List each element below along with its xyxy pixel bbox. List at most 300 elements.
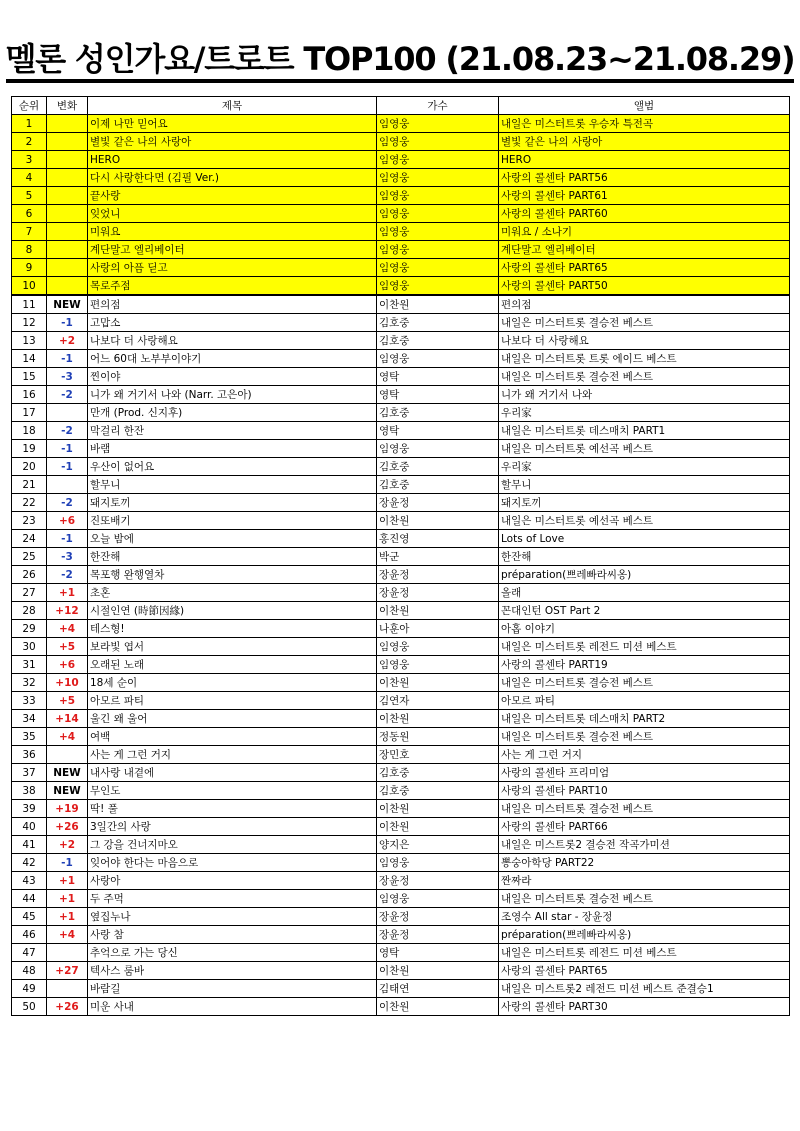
- artist-cell: 임영웅: [377, 277, 499, 296]
- rank-cell: 4: [12, 169, 47, 187]
- change-cell: [47, 259, 88, 277]
- artist-cell: 나훈아: [377, 620, 499, 638]
- rank-cell: 50: [12, 998, 47, 1016]
- rank-cell: 23: [12, 512, 47, 530]
- album-cell: préparation(쁘레빠라씨옹): [499, 566, 790, 584]
- rank-cell: 48: [12, 962, 47, 980]
- chart-table: [11, 96, 790, 1016]
- album-cell: 내일은 미스터트롯 데스매치 PART2: [499, 710, 790, 728]
- change-cell: +10: [47, 674, 88, 692]
- change-cell: [47, 476, 88, 494]
- artist-cell: 이찬원: [377, 674, 499, 692]
- rank-cell: 14: [12, 350, 47, 368]
- change-cell: -1: [47, 530, 88, 548]
- change-cell: NEW: [47, 782, 88, 800]
- rank-cell: 27: [12, 584, 47, 602]
- change-cell: +6: [47, 656, 88, 674]
- artist-cell: 임영웅: [377, 133, 499, 151]
- change-cell: +26: [47, 818, 88, 836]
- album-cell: 우리家: [499, 404, 790, 422]
- table-row: [12, 241, 790, 259]
- rank-cell: 7: [12, 223, 47, 241]
- album-cell: 내일은 미스터트롯 트롯 에이드 베스트: [499, 350, 790, 368]
- rank-cell: 29: [12, 620, 47, 638]
- rank-cell: 47: [12, 944, 47, 962]
- rank-cell: 41: [12, 836, 47, 854]
- table-row: [12, 566, 790, 584]
- artist-cell: 이찬원: [377, 512, 499, 530]
- header-artist: 가수: [377, 97, 499, 115]
- rank-cell: 2: [12, 133, 47, 151]
- album-cell: 계단말고 엘리베이터: [499, 241, 790, 259]
- table-row: [12, 602, 790, 620]
- rank-cell: 18: [12, 422, 47, 440]
- artist-cell: 임영웅: [377, 187, 499, 205]
- page-title-text: 멜론 성인가요/트로트 TOP100 (21.08.23~21.08.29): [6, 40, 795, 83]
- artist-cell: 영탁: [377, 386, 499, 404]
- song-cell: 3일간의 사랑: [88, 818, 377, 836]
- rank-cell: 16: [12, 386, 47, 404]
- rank-cell: 15: [12, 368, 47, 386]
- table-row: [12, 259, 790, 277]
- artist-cell: 이찬원: [377, 602, 499, 620]
- table-row: [12, 962, 790, 980]
- album-cell: 내일은 미스터트롯 결승전 베스트: [499, 314, 790, 332]
- song-cell: 막걸리 한잔: [88, 422, 377, 440]
- album-cell: 올래: [499, 584, 790, 602]
- rank-cell: 34: [12, 710, 47, 728]
- song-cell: 딱! 풀: [88, 800, 377, 818]
- table-row: [12, 404, 790, 422]
- song-cell: 계단말고 엘리베이터: [88, 241, 377, 259]
- song-cell: 옆집누나: [88, 908, 377, 926]
- song-cell: 잊어야 한다는 마음으로: [88, 854, 377, 872]
- song-cell: 보라빛 엽서: [88, 638, 377, 656]
- album-cell: 짠짜라: [499, 872, 790, 890]
- table-row: [12, 998, 790, 1016]
- change-cell: [47, 133, 88, 151]
- album-cell: 사랑의 콜센타 PART30: [499, 998, 790, 1016]
- table-row: [12, 476, 790, 494]
- artist-cell: 양지은: [377, 836, 499, 854]
- song-cell: 다시 사랑한다면 (김필 Ver.): [88, 169, 377, 187]
- song-cell: 잊었니: [88, 205, 377, 223]
- album-cell: 내일은 미스터트롯 예선곡 베스트: [499, 440, 790, 458]
- album-cell: 사랑의 콜센타 PART19: [499, 656, 790, 674]
- change-cell: [47, 187, 88, 205]
- change-cell: +1: [47, 890, 88, 908]
- album-cell: 사랑의 콜센타 PART65: [499, 259, 790, 277]
- table-row: [12, 908, 790, 926]
- song-cell: 사랑아: [88, 872, 377, 890]
- rank-cell: 40: [12, 818, 47, 836]
- rank-cell: 42: [12, 854, 47, 872]
- artist-cell: 김태연: [377, 980, 499, 998]
- change-cell: +6: [47, 512, 88, 530]
- album-cell: 나보다 더 사랑해요: [499, 332, 790, 350]
- change-cell: [47, 944, 88, 962]
- artist-cell: 영탁: [377, 944, 499, 962]
- song-cell: 텍사스 룸바: [88, 962, 377, 980]
- artist-cell: 이찬원: [377, 295, 499, 314]
- artist-cell: 임영웅: [377, 440, 499, 458]
- change-cell: [47, 980, 88, 998]
- album-cell: 우리家: [499, 458, 790, 476]
- artist-cell: 임영웅: [377, 890, 499, 908]
- artist-cell: 임영웅: [377, 223, 499, 241]
- artist-cell: 김연자: [377, 692, 499, 710]
- album-cell: 내일은 미스터트롯 결승전 베스트: [499, 800, 790, 818]
- artist-cell: 정동원: [377, 728, 499, 746]
- song-cell: 테스형!: [88, 620, 377, 638]
- rank-cell: 17: [12, 404, 47, 422]
- header-album: 앨범: [499, 97, 790, 115]
- change-cell: [47, 404, 88, 422]
- artist-cell: 이찬원: [377, 962, 499, 980]
- artist-cell: 이찬원: [377, 710, 499, 728]
- table-row: [12, 926, 790, 944]
- rank-cell: 45: [12, 908, 47, 926]
- table-row: [12, 350, 790, 368]
- change-cell: +4: [47, 620, 88, 638]
- change-cell: -1: [47, 458, 88, 476]
- song-cell: 여백: [88, 728, 377, 746]
- album-cell: 사랑의 콜센타 PART50: [499, 277, 790, 296]
- table-row: [12, 890, 790, 908]
- rank-cell: 35: [12, 728, 47, 746]
- table-row: [12, 836, 790, 854]
- album-cell: 별빛 같은 나의 사랑아: [499, 133, 790, 151]
- song-cell: 할무니: [88, 476, 377, 494]
- change-cell: -3: [47, 368, 88, 386]
- song-cell: 만개 (Prod. 신지후): [88, 404, 377, 422]
- song-cell: 무인도: [88, 782, 377, 800]
- table-row: [12, 674, 790, 692]
- artist-cell: 장윤정: [377, 566, 499, 584]
- change-cell: [47, 115, 88, 133]
- song-cell: 내사랑 내곁에: [88, 764, 377, 782]
- song-cell: 우산이 없어요: [88, 458, 377, 476]
- artist-cell: 임영웅: [377, 205, 499, 223]
- change-cell: -1: [47, 854, 88, 872]
- change-cell: -1: [47, 314, 88, 332]
- song-cell: HERO: [88, 151, 377, 169]
- table-row: [12, 692, 790, 710]
- album-cell: 뽕숭아학당 PART22: [499, 854, 790, 872]
- table-row: [12, 980, 790, 998]
- rank-cell: 24: [12, 530, 47, 548]
- album-cell: 내일은 미스터트롯 결승전 베스트: [499, 890, 790, 908]
- table-row: [12, 458, 790, 476]
- artist-cell: 김호중: [377, 764, 499, 782]
- artist-cell: 임영웅: [377, 656, 499, 674]
- song-cell: 목포행 완행열차: [88, 566, 377, 584]
- header-song: 제목: [88, 97, 377, 115]
- table-row: [12, 872, 790, 890]
- song-cell: 시절인연 (時節因緣): [88, 602, 377, 620]
- header-row: [12, 97, 790, 115]
- song-cell: 추억으로 가는 당신: [88, 944, 377, 962]
- rank-cell: 21: [12, 476, 47, 494]
- artist-cell: 임영웅: [377, 241, 499, 259]
- rank-cell: 10: [12, 277, 47, 296]
- album-cell: 내일은 미스터트롯 결승전 베스트: [499, 368, 790, 386]
- change-cell: +5: [47, 692, 88, 710]
- album-cell: 편의점: [499, 295, 790, 314]
- rank-cell: 44: [12, 890, 47, 908]
- table-row: [12, 746, 790, 764]
- artist-cell: 장윤정: [377, 926, 499, 944]
- artist-cell: 장윤정: [377, 872, 499, 890]
- song-cell: 진또배기: [88, 512, 377, 530]
- album-cell: 미워요 / 소나기: [499, 223, 790, 241]
- change-cell: +2: [47, 332, 88, 350]
- song-cell: 18세 순이: [88, 674, 377, 692]
- album-cell: 사랑의 콜센타 PART66: [499, 818, 790, 836]
- rank-cell: 13: [12, 332, 47, 350]
- album-cell: 내일은 미스터트롯 예선곡 베스트: [499, 512, 790, 530]
- change-cell: +14: [47, 710, 88, 728]
- table-row: [12, 205, 790, 223]
- change-cell: +2: [47, 836, 88, 854]
- table-row: [12, 548, 790, 566]
- table-row: [12, 314, 790, 332]
- song-cell: 미운 사내: [88, 998, 377, 1016]
- rank-cell: 36: [12, 746, 47, 764]
- artist-cell: 이찬원: [377, 818, 499, 836]
- change-cell: -1: [47, 350, 88, 368]
- table-row: [12, 818, 790, 836]
- song-cell: 바램: [88, 440, 377, 458]
- table-row: [12, 620, 790, 638]
- change-cell: NEW: [47, 764, 88, 782]
- change-cell: +1: [47, 872, 88, 890]
- rank-cell: 31: [12, 656, 47, 674]
- artist-cell: 김호중: [377, 404, 499, 422]
- change-cell: [47, 223, 88, 241]
- change-cell: [47, 169, 88, 187]
- rank-cell: 5: [12, 187, 47, 205]
- rank-cell: 9: [12, 259, 47, 277]
- table-row: [12, 386, 790, 404]
- artist-cell: 김호중: [377, 332, 499, 350]
- album-cell: 사랑의 콜센타 프리미엄: [499, 764, 790, 782]
- album-cell: 내일은 미스터트롯 레전드 미션 베스트: [499, 944, 790, 962]
- rank-cell: 26: [12, 566, 47, 584]
- artist-cell: 영탁: [377, 422, 499, 440]
- album-cell: HERO: [499, 151, 790, 169]
- album-cell: 사는 게 그런 거지: [499, 746, 790, 764]
- song-cell: 돼지토끼: [88, 494, 377, 512]
- table-body: [12, 115, 790, 1016]
- page-title: [0, 34, 800, 84]
- change-cell: +27: [47, 962, 88, 980]
- song-cell: 나보다 더 사랑해요: [88, 332, 377, 350]
- album-cell: 내일은 미스터트롯 레전드 미션 베스트: [499, 638, 790, 656]
- album-cell: 사랑의 콜센타 PART60: [499, 205, 790, 223]
- album-cell: 내일은 미스터트롯 데스매치 PART1: [499, 422, 790, 440]
- table-row: [12, 944, 790, 962]
- table-row: [12, 440, 790, 458]
- rank-cell: 28: [12, 602, 47, 620]
- rank-cell: 20: [12, 458, 47, 476]
- change-cell: -2: [47, 494, 88, 512]
- change-cell: +12: [47, 602, 88, 620]
- album-cell: 니가 왜 거기서 나와: [499, 386, 790, 404]
- change-cell: [47, 205, 88, 223]
- artist-cell: 임영웅: [377, 259, 499, 277]
- album-cell: 꼰대인턴 OST Part 2: [499, 602, 790, 620]
- change-cell: +4: [47, 728, 88, 746]
- song-cell: 별빛 같은 나의 사랑아: [88, 133, 377, 151]
- change-cell: [47, 241, 88, 259]
- artist-cell: 임영웅: [377, 854, 499, 872]
- rank-cell: 22: [12, 494, 47, 512]
- table-row: [12, 151, 790, 169]
- change-cell: [47, 277, 88, 296]
- song-cell: 오늘 밤에: [88, 530, 377, 548]
- album-cell: 할무니: [499, 476, 790, 494]
- table-row: [12, 854, 790, 872]
- artist-cell: 이찬원: [377, 998, 499, 1016]
- artist-cell: 장윤정: [377, 584, 499, 602]
- album-cell: 사랑의 콜센타 PART65: [499, 962, 790, 980]
- song-cell: 오래된 노래: [88, 656, 377, 674]
- artist-cell: 김호중: [377, 476, 499, 494]
- song-cell: 편의점: [88, 295, 377, 314]
- album-cell: 내일은 미스터트롯 우승자 특전곡: [499, 115, 790, 133]
- table-row: [12, 710, 790, 728]
- album-cell: 사랑의 콜센타 PART10: [499, 782, 790, 800]
- song-cell: 이제 나만 믿어요: [88, 115, 377, 133]
- table-row: [12, 728, 790, 746]
- change-cell: [47, 151, 88, 169]
- table-row: [12, 115, 790, 133]
- table-row: [12, 638, 790, 656]
- artist-cell: 장윤정: [377, 908, 499, 926]
- table-row: [12, 187, 790, 205]
- album-cell: 내일은 미스터트롯 결승전 베스트: [499, 728, 790, 746]
- rank-cell: 30: [12, 638, 47, 656]
- rank-cell: 39: [12, 800, 47, 818]
- artist-cell: 영탁: [377, 368, 499, 386]
- change-cell: +1: [47, 584, 88, 602]
- rank-cell: 25: [12, 548, 47, 566]
- artist-cell: 김호중: [377, 782, 499, 800]
- song-cell: 울긴 왜 울어: [88, 710, 377, 728]
- song-cell: 그 강을 건너지마오: [88, 836, 377, 854]
- song-cell: 찐이야: [88, 368, 377, 386]
- album-cell: 한잔해: [499, 548, 790, 566]
- rank-cell: 12: [12, 314, 47, 332]
- rank-cell: 43: [12, 872, 47, 890]
- rank-cell: 3: [12, 151, 47, 169]
- table-row: [12, 530, 790, 548]
- change-cell: +19: [47, 800, 88, 818]
- album-cell: 내일은 미스터트롯 결승전 베스트: [499, 674, 790, 692]
- table-row: [12, 494, 790, 512]
- song-cell: 아모르 파티: [88, 692, 377, 710]
- song-cell: 사는 게 그런 거지: [88, 746, 377, 764]
- artist-cell: 임영웅: [377, 638, 499, 656]
- change-cell: -1: [47, 440, 88, 458]
- song-cell: 어느 60대 노부부이야기: [88, 350, 377, 368]
- change-cell: +26: [47, 998, 88, 1016]
- change-cell: +4: [47, 926, 88, 944]
- change-cell: +5: [47, 638, 88, 656]
- table-row: [12, 800, 790, 818]
- artist-cell: 김호중: [377, 314, 499, 332]
- song-cell: 미워요: [88, 223, 377, 241]
- table-row: [12, 368, 790, 386]
- table-row: [12, 223, 790, 241]
- album-cell: préparation(쁘레빠라씨옹): [499, 926, 790, 944]
- table-row: [12, 422, 790, 440]
- album-cell: 내일은 미스트롯2 결승전 작곡가미션: [499, 836, 790, 854]
- album-cell: 사랑의 콜센타 PART61: [499, 187, 790, 205]
- change-cell: NEW: [47, 295, 88, 314]
- album-cell: 사랑의 콜센타 PART56: [499, 169, 790, 187]
- table-row: [12, 764, 790, 782]
- artist-cell: 홍진영: [377, 530, 499, 548]
- change-cell: +1: [47, 908, 88, 926]
- table-row: [12, 169, 790, 187]
- rank-cell: 33: [12, 692, 47, 710]
- song-cell: 두 주먹: [88, 890, 377, 908]
- table-row: [12, 656, 790, 674]
- album-cell: 아모르 파티: [499, 692, 790, 710]
- rank-cell: 38: [12, 782, 47, 800]
- album-cell: 아홉 이야기: [499, 620, 790, 638]
- artist-cell: 장윤정: [377, 494, 499, 512]
- change-cell: [47, 746, 88, 764]
- rank-cell: 37: [12, 764, 47, 782]
- artist-cell: 임영웅: [377, 350, 499, 368]
- album-cell: 내일은 미스트롯2 레전드 미션 베스트 준결승1: [499, 980, 790, 998]
- rank-cell: 6: [12, 205, 47, 223]
- table-row: [12, 277, 790, 296]
- change-cell: -2: [47, 386, 88, 404]
- song-cell: 한잔해: [88, 548, 377, 566]
- artist-cell: 박군: [377, 548, 499, 566]
- table-row: [12, 295, 790, 314]
- rank-cell: 46: [12, 926, 47, 944]
- rank-cell: 1: [12, 115, 47, 133]
- rank-cell: 32: [12, 674, 47, 692]
- rank-cell: 49: [12, 980, 47, 998]
- song-cell: 사랑의 아픔 딛고: [88, 259, 377, 277]
- table-row: [12, 133, 790, 151]
- table-row: [12, 584, 790, 602]
- rank-cell: 8: [12, 241, 47, 259]
- artist-cell: 김호중: [377, 458, 499, 476]
- album-cell: Lots of Love: [499, 530, 790, 548]
- table-row: [12, 332, 790, 350]
- artist-cell: 장민호: [377, 746, 499, 764]
- artist-cell: 임영웅: [377, 169, 499, 187]
- change-cell: -2: [47, 422, 88, 440]
- table-row: [12, 512, 790, 530]
- artist-cell: 이찬원: [377, 800, 499, 818]
- change-cell: -2: [47, 566, 88, 584]
- song-cell: 사랑 참: [88, 926, 377, 944]
- song-cell: 목로주점: [88, 277, 377, 296]
- song-cell: 고맙소: [88, 314, 377, 332]
- album-cell: 돼지토끼: [499, 494, 790, 512]
- header-change: 변화: [47, 97, 88, 115]
- rank-cell: 19: [12, 440, 47, 458]
- song-cell: 끝사랑: [88, 187, 377, 205]
